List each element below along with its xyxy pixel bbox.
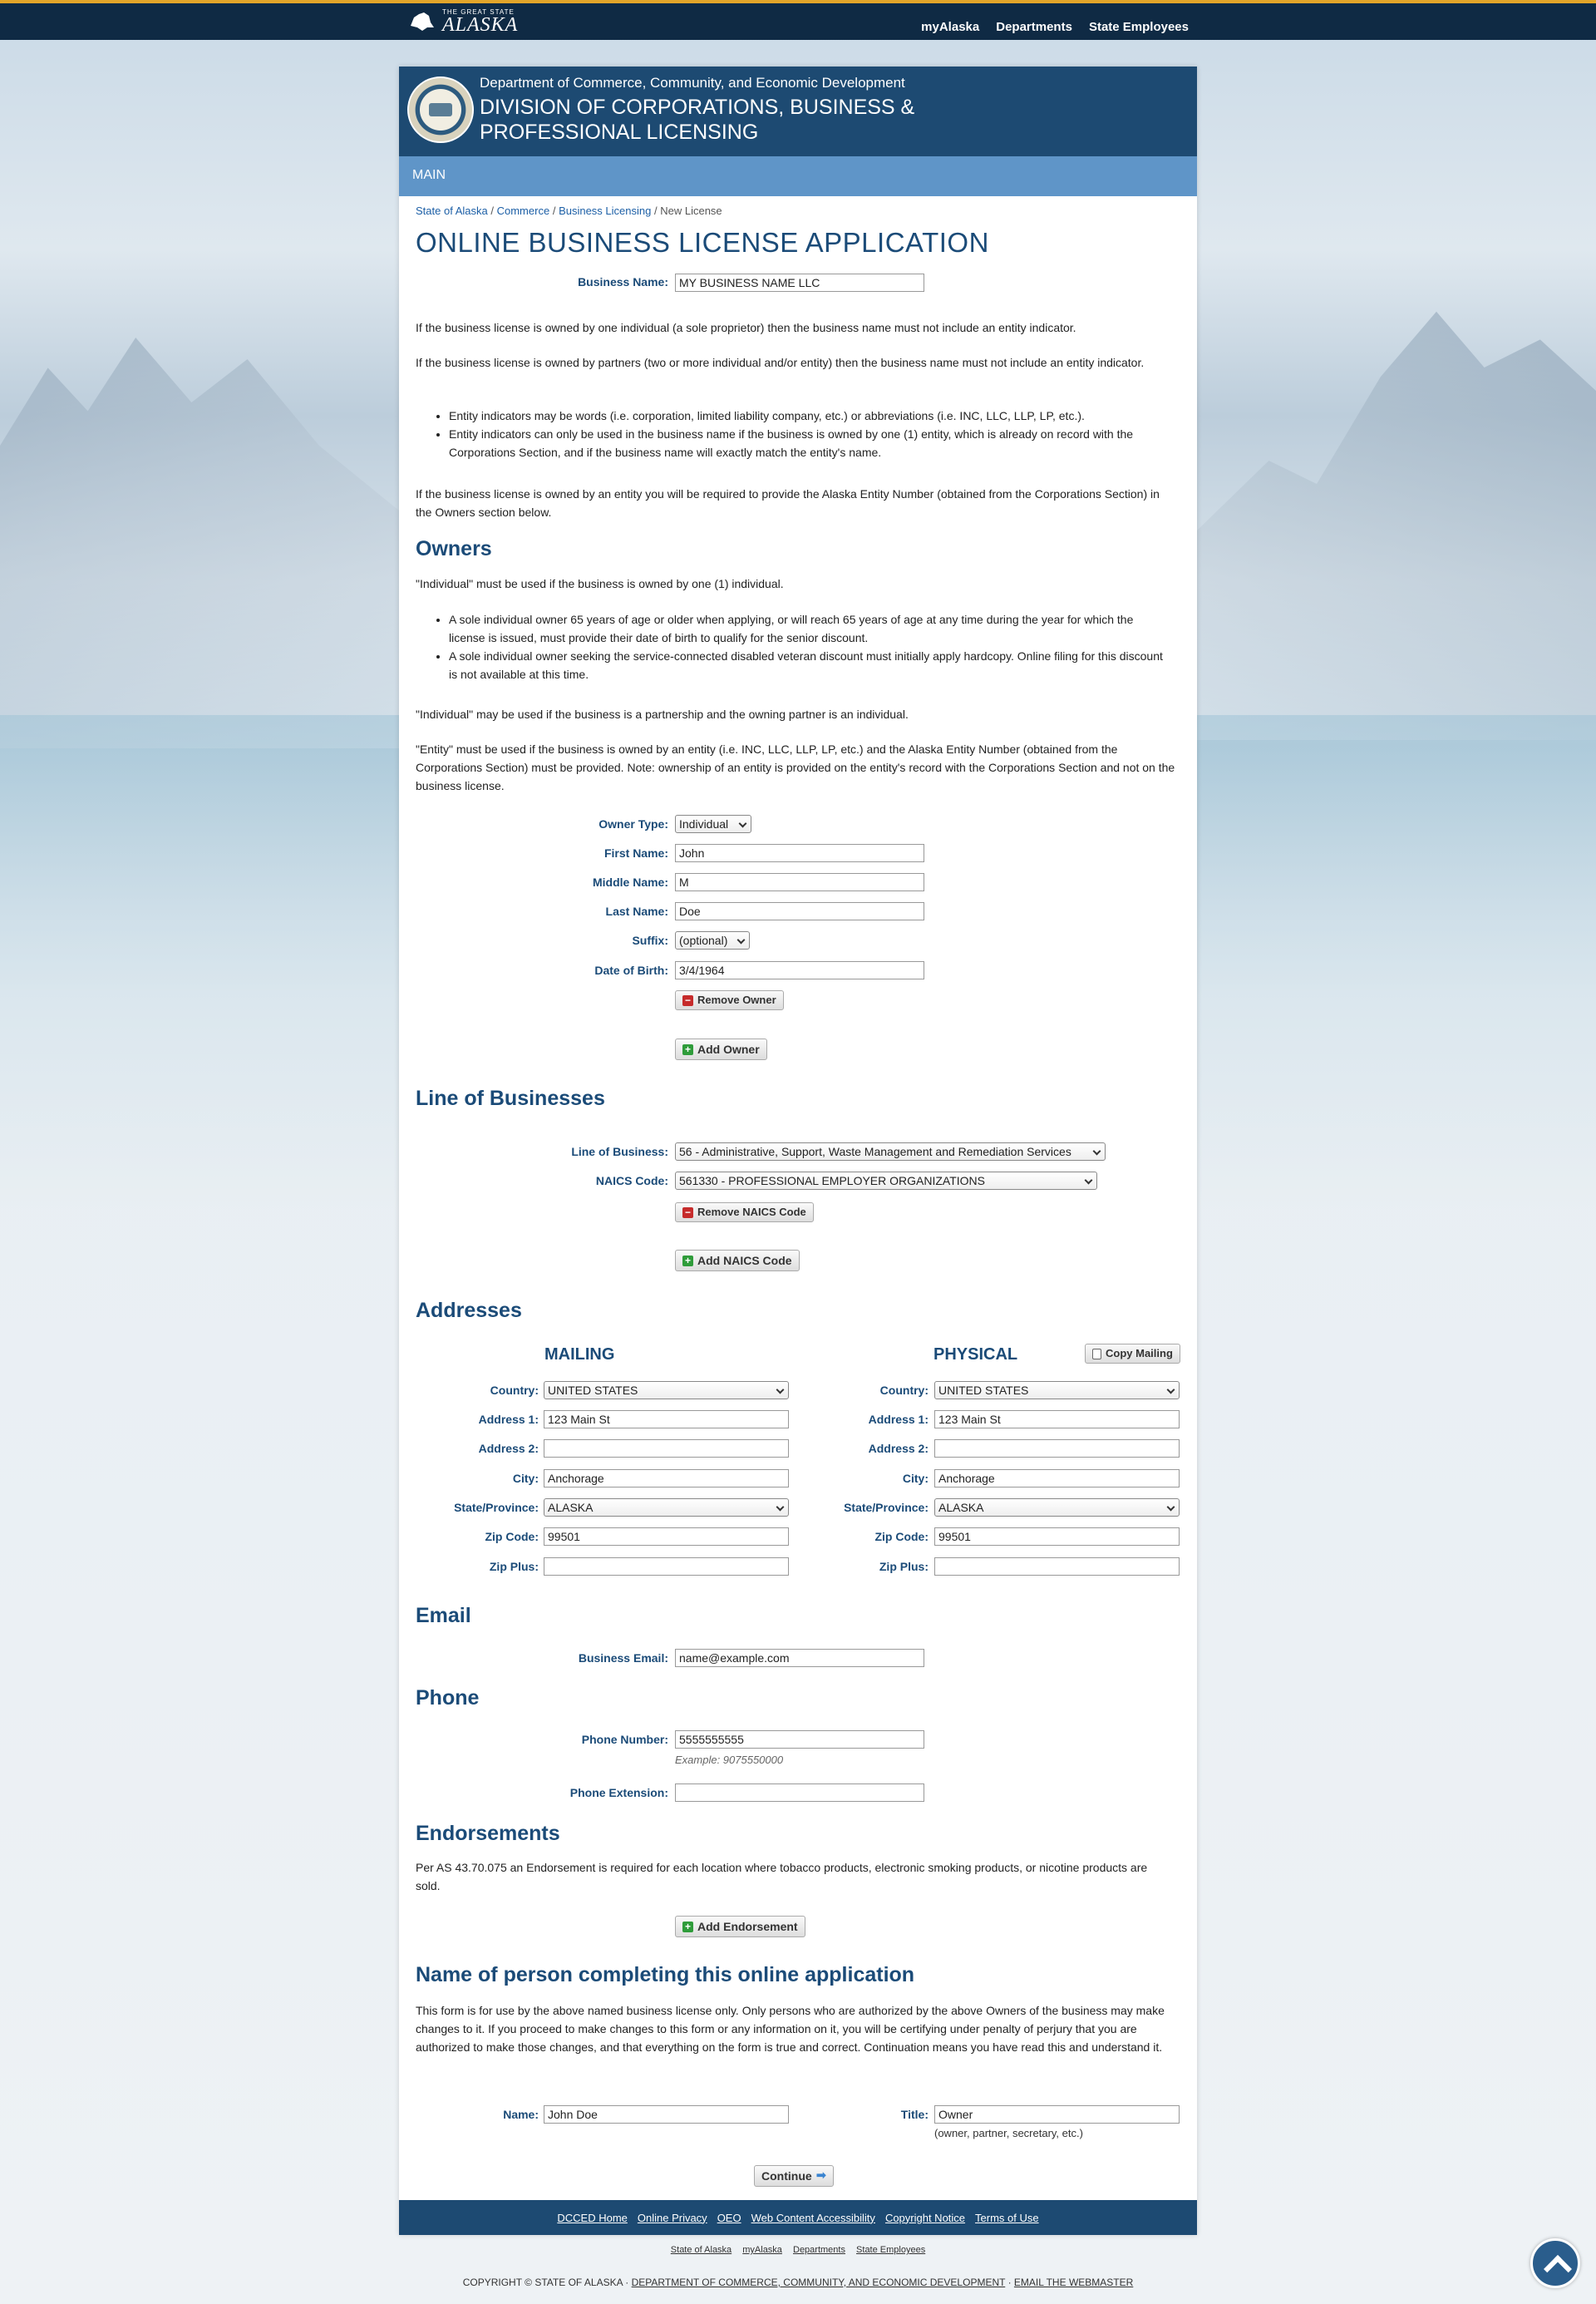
endorsements-heading: Endorsements <box>416 1822 560 1845</box>
logo-small-text: THE GREAT STATE <box>442 8 515 16</box>
document-icon <box>1092 1349 1101 1359</box>
division-name: DIVISION OF CORPORATIONS, BUSINESS & PROFESSIONAL LICENSING <box>480 96 915 144</box>
dob-label: Date of Birth: <box>594 964 668 977</box>
list-item: • A sole individual owner seeking the service-connected disabled veteran discount must initially apply hardcopy. Online filing for this discount is not available at this time. <box>449 647 1164 683</box>
sublink-myalaska[interactable]: myAlaska <box>742 2245 782 2255</box>
menu-main[interactable]: MAIN <box>412 168 446 182</box>
physical-country-label: Country: <box>879 1384 929 1397</box>
copyright-text: COPYRIGHT © STATE OF ALASKA · <box>462 2277 629 2288</box>
phone-number-label: Phone Number: <box>581 1733 668 1746</box>
footer-bar <box>399 2200 1197 2235</box>
arrow-up-icon[interactable] <box>1530 2238 1580 2288</box>
physical-city-input[interactable]: Anchorage <box>934 1469 1180 1487</box>
mailing-country-select[interactable]: UNITED STATES <box>544 1381 789 1399</box>
business-name-label: Business Name: <box>578 275 668 289</box>
footer-link-online-privacy[interactable]: Online Privacy <box>637 2211 707 2224</box>
physical-address1-label: Address 1: <box>868 1413 929 1426</box>
lob-select[interactable]: 56 - Administrative, Support, Waste Management and Remediation Services <box>675 1142 1106 1161</box>
completer-title-hint: (owner, partner, secretary, etc.) <box>934 2127 1083 2139</box>
phone-example-hint: Example: 9075550000 <box>675 1754 784 1766</box>
mailing-zipplus-input[interactable] <box>544 1557 789 1576</box>
department-name: Department of Commerce, Community, and Economic Development <box>480 75 905 91</box>
minus-icon: − <box>682 1207 693 1218</box>
background-mountains-left <box>0 316 399 748</box>
main-menu-bar <box>399 156 1197 196</box>
physical-zip-label: Zip Code: <box>874 1530 929 1543</box>
first-name-label: First Name: <box>603 846 668 860</box>
owners-paragraph-1: "Individual" must be used if the business is owned by one (1) individual. <box>416 577 784 590</box>
form-content <box>416 205 1180 259</box>
mailing-zip-label: Zip Code: <box>485 1530 539 1543</box>
phone-extension-label: Phone Extension: <box>569 1786 668 1799</box>
nav-state-employees[interactable]: State Employees <box>1088 20 1189 34</box>
copyright-dept-link[interactable]: DEPARTMENT OF COMMERCE, COMMUNITY, AND ECONOMIC DEVELOPMENT <box>631 2277 1006 2288</box>
addresses-heading: Addresses <box>416 1299 522 1322</box>
sublink-state-employees[interactable]: State Employees <box>856 2245 926 2255</box>
completer-title-input[interactable]: Owner <box>934 2105 1180 2124</box>
physical-city-label: City: <box>902 1472 929 1485</box>
dob-input[interactable]: 3/4/1964 <box>675 961 924 979</box>
plus-icon: + <box>682 1922 693 1932</box>
list-item: • Entity indicators may be words (i.e. corporation, limited liability company, etc.) or abbreviations (i.e. INC, LLC, LLP, LP, etc.). <box>449 407 1164 425</box>
middle-name-label: Middle Name: <box>592 876 668 889</box>
top-bar <box>0 0 1596 40</box>
copyright-line: COPYRIGHT © STATE OF ALASKA · DEPARTMENT OF COMMERCE, COMMUNITY, AND ECONOMIC DEVELOPMENT · EMAIL THE WEBMASTER <box>462 2277 1134 2288</box>
business-email-input[interactable]: name@example.com <box>675 1649 924 1667</box>
division-header <box>399 67 1197 156</box>
alaska-logo[interactable] <box>409 8 518 34</box>
phone-heading: Phone <box>416 1686 480 1709</box>
physical-address2-label: Address 2: <box>868 1442 929 1455</box>
mailing-country-label: Country: <box>490 1384 539 1397</box>
copy-mailing-button[interactable]: Copy Mailing <box>1085 1344 1180 1364</box>
top-nav <box>921 20 1189 34</box>
breadcrumb-business-licensing[interactable]: Business Licensing <box>559 205 652 217</box>
naics-select[interactable]: 561330 - PROFESSIONAL EMPLOYER ORGANIZATIONS <box>675 1172 1097 1190</box>
add-owner-button[interactable]: + Add Owner <box>675 1039 767 1060</box>
phone-number-input[interactable]: 5555555555 <box>675 1730 924 1749</box>
suffix-label: Suffix: <box>632 934 668 947</box>
naics-label: NAICS Code: <box>595 1174 668 1187</box>
remove-naics-button[interactable]: − Remove NAICS Code <box>675 1202 814 1222</box>
business-name-input[interactable]: MY BUSINESS NAME LLC <box>675 274 924 292</box>
email-heading: Email <box>416 1604 471 1627</box>
first-name-input[interactable]: John <box>675 844 924 862</box>
add-endorsement-button[interactable]: + Add Endorsement <box>675 1916 805 1937</box>
mailing-city-label: City: <box>512 1472 539 1485</box>
nav-myalaska[interactable]: myAlaska <box>921 20 980 34</box>
mailing-title: MAILING <box>544 1345 615 1364</box>
owner-type-select[interactable]: Individual <box>675 815 751 833</box>
suffix-select[interactable]: (optional) <box>675 931 750 950</box>
mailing-zip-input[interactable]: 99501 <box>544 1527 789 1546</box>
plus-icon: + <box>682 1044 693 1055</box>
mailing-state-label: State/Province: <box>454 1501 539 1514</box>
completer-name-label: Name: <box>503 2108 539 2121</box>
mailing-zipplus-label: Zip Plus: <box>489 1560 539 1573</box>
middle-name-input[interactable]: M <box>675 873 924 891</box>
email-webmaster-link[interactable]: EMAIL THE WEBMASTER <box>1013 2277 1134 2288</box>
add-naics-button[interactable]: + Add NAICS Code <box>675 1250 800 1271</box>
breadcrumb-commerce[interactable]: Commerce <box>496 205 550 217</box>
page-title: ONLINE BUSINESS LICENSE APPLICATION <box>416 227 989 258</box>
intro-bullets <box>416 407 1164 461</box>
breadcrumb-state[interactable]: State of Alaska <box>416 205 488 217</box>
physical-address2-input[interactable] <box>934 1439 1180 1458</box>
state-seal-icon <box>407 76 474 143</box>
owners-paragraph-3: "Entity" must be used if the business is owned by an entity (i.e. INC, LLC, LLP, LP, etc.) and the Alaska Entity Number (obtained from the Corporations Section) must be provided. Note: ownership of an entity is provided on the entity's record with the Corporations Section and not on the business license. <box>416 743 1175 792</box>
breadcrumb-current: New License <box>660 205 722 217</box>
phone-extension-input[interactable] <box>675 1784 924 1802</box>
owners-paragraph-2: "Individual" may be used if the business is a partnership and the owning partner is an individual. <box>416 708 909 721</box>
physical-state-label: State/Province: <box>844 1501 929 1514</box>
continue-button[interactable]: Continue ➡ <box>754 2165 834 2187</box>
completer-heading: Name of person completing this online application <box>416 1963 915 1986</box>
mailing-address1-input[interactable]: 123 Main St <box>544 1410 789 1428</box>
nav-departments[interactable]: Departments <box>996 20 1072 34</box>
business-email-label: Business Email: <box>578 1651 668 1665</box>
minus-icon: − <box>682 995 693 1006</box>
footer-link-terms[interactable]: Terms of Use <box>975 2211 1039 2224</box>
list-item: • A sole individual owner 65 years of age or older when applying, or will reach 65 years of age at any time during the year for which the license is issued, must provide their date of birth to qualify for the senior discount. <box>449 610 1164 647</box>
logo-big-text: ALASKA <box>442 14 519 36</box>
physical-zip-input[interactable]: 99501 <box>934 1527 1180 1546</box>
physical-zipplus-input[interactable] <box>934 1557 1180 1576</box>
physical-zipplus-label: Zip Plus: <box>879 1560 929 1573</box>
endorsements-text: Per AS 43.70.075 an Endorsement is required for each location where tobacco products, electronic smoking products, or nicotine products are sold. <box>416 1861 1148 1892</box>
lob-heading: Line of Businesses <box>416 1087 605 1110</box>
background-mountains-right <box>1197 274 1596 740</box>
physical-address1-input[interactable]: 123 Main St <box>934 1410 1180 1428</box>
owner-type-label: Owner Type: <box>598 817 668 831</box>
mailing-address1-label: Address 1: <box>478 1413 539 1426</box>
physical-country-select[interactable]: UNITED STATES <box>934 1381 1180 1399</box>
intro-paragraph-1: If the business license is owned by one individual (a sole proprietor) then the business name must not include an entity indicator. <box>416 321 1076 334</box>
mailing-address2-label: Address 2: <box>478 1442 539 1455</box>
last-name-input[interactable]: Doe <box>675 902 924 920</box>
footer-link-oeo[interactable]: OEO <box>717 2211 741 2224</box>
main-panel <box>399 67 1197 2235</box>
sublink-state-of-alaska[interactable]: State of Alaska <box>670 2245 732 2255</box>
sublink-departments[interactable]: Departments <box>793 2245 845 2255</box>
completer-name-input[interactable]: John Doe <box>544 2105 789 2124</box>
arrow-right-icon: ➡ <box>815 2168 827 2183</box>
footer-sublinks <box>0 2245 1596 2255</box>
physical-title: PHYSICAL <box>933 1345 1018 1364</box>
owners-heading: Owners <box>416 537 492 560</box>
footer-link-dcced-home[interactable]: DCCED Home <box>557 2211 628 2224</box>
last-name-label: Last Name: <box>605 905 668 918</box>
physical-state-select[interactable]: ALASKA <box>934 1498 1180 1517</box>
footer-link-copyright[interactable]: Copyright Notice <box>884 2211 966 2224</box>
footer-link-accessibility[interactable]: Web Content Accessibility <box>751 2211 875 2224</box>
mailing-address2-input[interactable] <box>544 1439 789 1458</box>
plus-icon: + <box>682 1256 693 1266</box>
owners-bullets <box>416 610 1164 683</box>
breadcrumb: State of Alaska / Commerce / Business Licensing / New License <box>416 205 722 217</box>
completer-text: This form is for use by the above named business license only. Only persons who are authorized by the above Owners of the business may make changes to it. If you proceed to make changes to this form or any information on it, you will be certifying under penalty of perjury that you are authorized to make those changes, and that everything on the form is true and correct. Continuation means you have read this and understand it. <box>416 2004 1165 2054</box>
intro-paragraph-3: If the business license is owned by an entity you will be required to provide the Alaska Entity Number (obtained from the Corporations Section) in the Owners section below. <box>416 487 1160 519</box>
remove-owner-button[interactable]: − Remove Owner <box>675 990 784 1010</box>
intro-paragraph-2: If the business license is owned by partners (two or more individual and/or entity) then the business name must not include an entity indicator. <box>416 356 1145 369</box>
lob-label: Line of Business: <box>571 1145 668 1158</box>
completer-title-label: Title: <box>900 2108 929 2121</box>
list-item: • Entity indicators can only be used in the business name if the business is owned by one (1) entity, which is already on record with the Corporations Section, and if the business name will exactly match the entity's name. <box>449 425 1164 461</box>
alaska-map-icon <box>409 9 437 34</box>
mailing-state-select[interactable]: ALASKA <box>544 1498 789 1517</box>
mailing-city-input[interactable]: Anchorage <box>544 1469 789 1487</box>
